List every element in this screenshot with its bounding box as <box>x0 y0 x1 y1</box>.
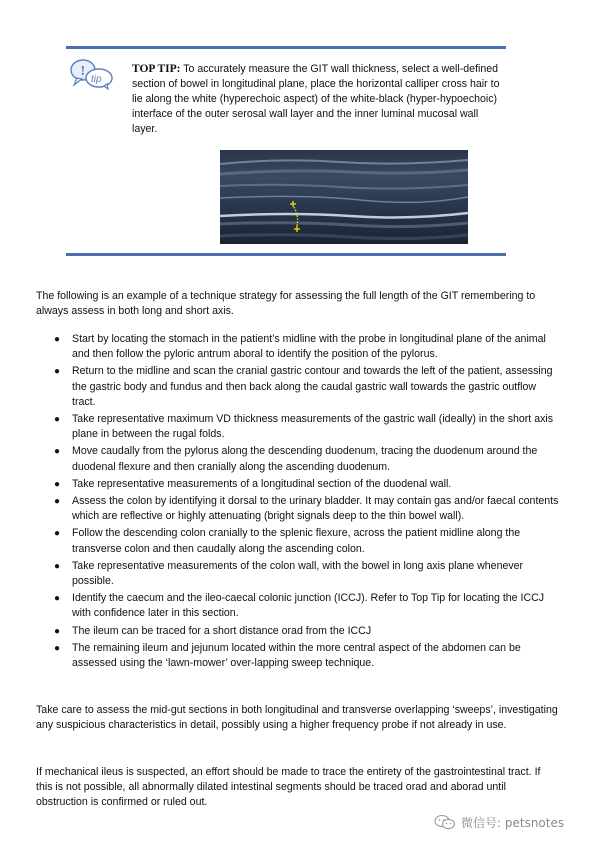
list-item: ● The ileum can be traced for a short distance orad from the ICCJ <box>54 624 560 639</box>
list-item: ● The remaining ileum and jejunum located within the more central aspect of the abdomen can be assessed using the ‘lawn-mower’ over-lapping sweep technique. <box>54 641 521 670</box>
bullet-icon: ● <box>54 414 61 426</box>
svg-text:!: ! <box>80 64 86 79</box>
tip-speech-bubble-icon <box>68 58 114 90</box>
tip-body: To accurately measure the GIT wall thickness, select a well-defined section of bowel in longitudinal plane, place the horizontal calliper cross hair to lie along the white (hyperechoic aspect) of the white-black (hyper-hypoechoic) interface of the outer serosal wall layer and the inner luminal mucosal wall layer. <box>132 63 500 135</box>
ileus-paragraph: If mechanical ileus is suspected, an effort should be made to trace the entirety of the gastrointestinal tract. If this is not possible, all abnormally dilated intestinal segments should be traced orad and aborad until obstruction is confirmed or ruled out. <box>36 766 541 809</box>
list-item: ● Move caudally from the pylorus along the descending duodenum, tracing the duodenum around the duodenal flexure and then cranially along the ascending duodenum. <box>54 445 538 473</box>
list-item: ● Take representative maximum VD thickness measurements of the gastric wall (ideally) in the short axis plane in between the rugal folds. <box>54 413 554 441</box>
bullet-icon: ● <box>54 560 61 572</box>
tip-lead: TOP TIP: <box>132 63 181 75</box>
tip-icon-label: tip <box>91 74 102 85</box>
bottom-rule <box>66 253 506 256</box>
list-item: ● Take representative measurements of a longitudinal section of the duodenal wall. <box>54 477 560 492</box>
mid-gut-paragraph: Take care to assess the mid-gut sections in both longitudinal and transverse overlapping ‘sweeps’, investigating any suspicious characteristics in detail, possibly using a higher frequency probe if not already in use. <box>36 704 558 732</box>
list-item: ● Assess the colon by identifying it dorsal to the urinary bladder. It may contain gas and/or faecal contents which are reflective or highly attenuating (bright signals deep to the thin bowel wall). <box>54 495 559 523</box>
bullet-icon: ● <box>54 496 61 508</box>
intro-paragraph: The following is an example of a technique strategy for assessing the full length of the GIT remembering to always assess in both long and short axis. <box>36 290 536 318</box>
list-item: ● Take representative measurements of the colon wall, with the bowel in long axis plane whenever possible. <box>54 559 524 588</box>
steps-list <box>54 332 560 673</box>
bullet-icon: ● <box>54 593 61 605</box>
list-item: ● Start by locating the stomach in the patient’s midline with the probe in longitudinal plane of the animal and then follow the pyloric antrum aboral to identify the position of the pylorus. <box>54 333 546 361</box>
ultrasound-image <box>220 150 468 244</box>
list-item: ● Identify the caecum and the ileo-caecal colonic junction (ICCJ). Refer to Top Tip for locating the ICCJ with confidence later in this section. <box>54 592 545 620</box>
bullet-icon: ● <box>54 528 61 540</box>
list-item: ● Return to the midline and scan the cranial gastric contour and towards the left of the patient, assessing the gastric body and fundus and then back along the caudal gastric wall towards the gastric outflow tract. <box>54 365 553 408</box>
bullet-icon: ● <box>54 478 61 490</box>
bullet-icon: ● <box>54 625 61 637</box>
top-tip-box <box>66 46 506 256</box>
top-rule <box>66 46 506 49</box>
watermark-text: 微信号: petsnotes <box>461 815 565 830</box>
bullet-icon: ● <box>54 366 61 378</box>
wechat-watermark <box>434 813 564 831</box>
tip-text <box>132 62 502 137</box>
bullet-icon: ● <box>54 446 61 458</box>
list-item: ● Follow the descending colon cranially to the splenic flexure, across the patient midline along the transverse colon and then caudally along the ascending colon. <box>54 527 521 555</box>
wechat-icon <box>434 814 456 830</box>
bullet-icon: ● <box>54 642 61 654</box>
bullet-icon: ● <box>54 334 61 345</box>
